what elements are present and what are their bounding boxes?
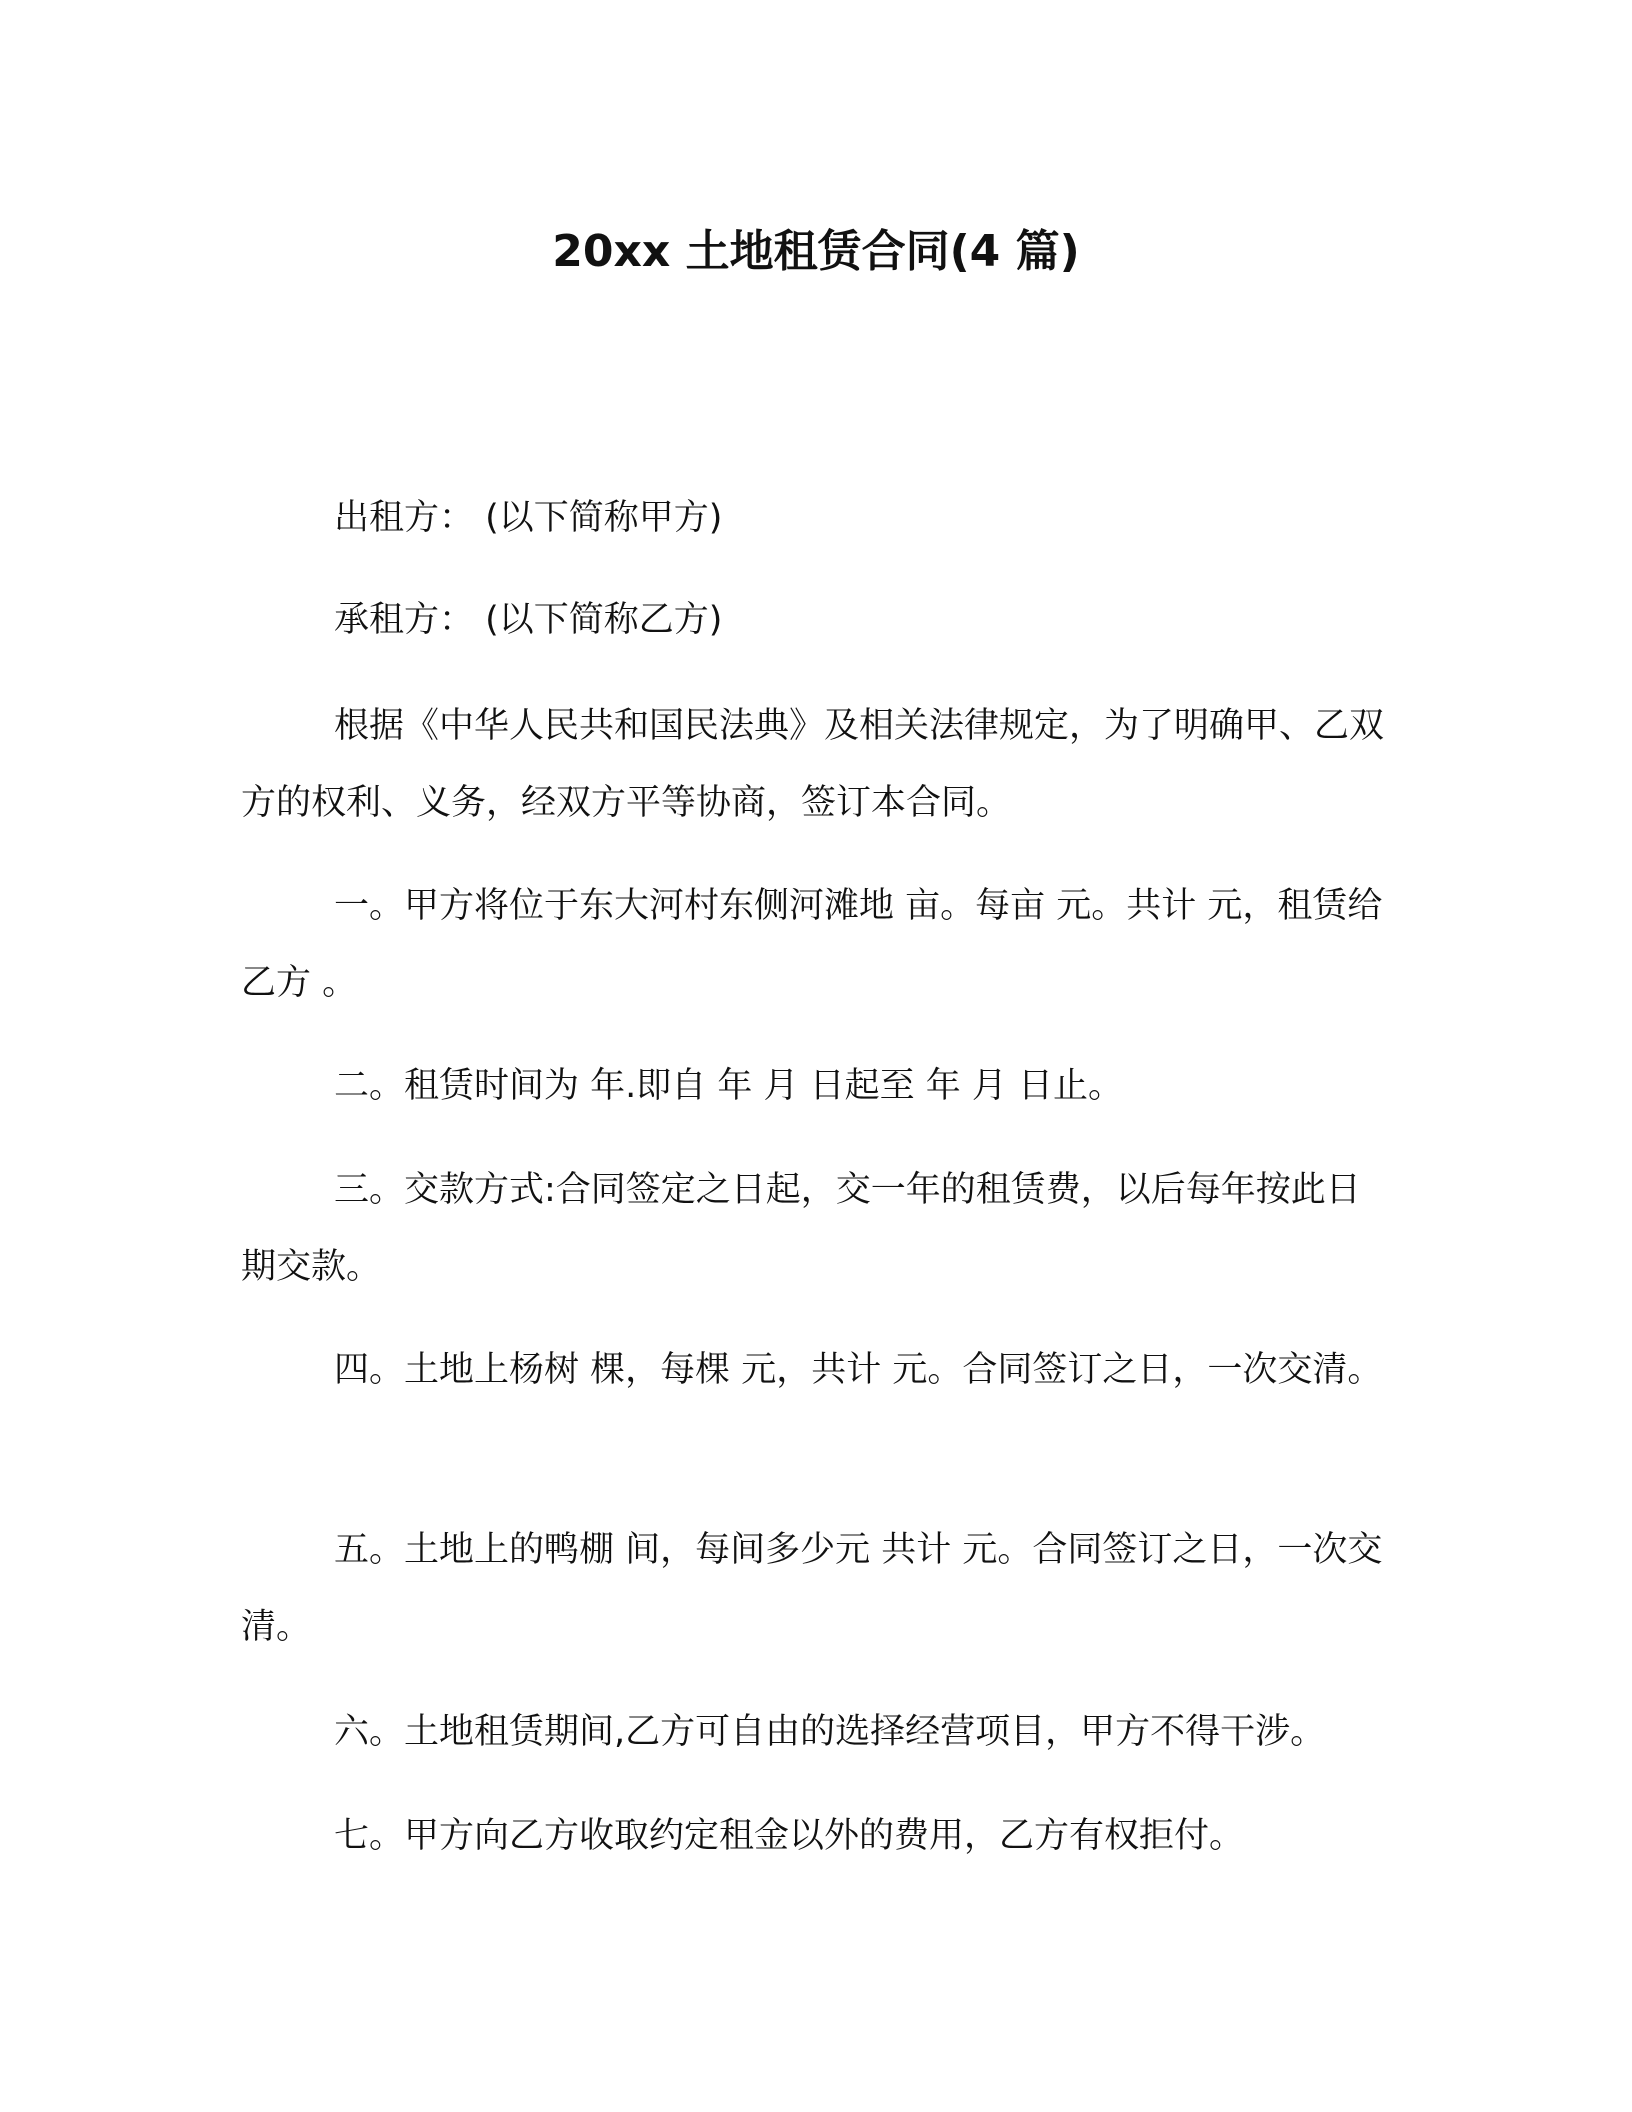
clause-5: 五。土地上的鸭棚 间，每间多少元 共计 元。合同签订之日，一次交清。 xyxy=(241,1530,1383,1647)
clause-4: 四。土地上杨树 棵，每棵 元，共计 元。合同签订之日，一次交清。 xyxy=(334,1350,1383,1390)
contract-preamble: 根据《中华人民共和国民法典》及相关法律规定，为了明确甲、乙双方的权利、义务，经双方平等协商，签订本合同。 xyxy=(241,706,1385,823)
clause-2: 二。租赁时间为 年.即自 年 月 日起至 年 月 日止。 xyxy=(334,1066,1124,1106)
clause-1: 一。甲方将位于东大河村东侧河滩地 亩。每亩 元。共计 元，租赁给乙方 。 xyxy=(241,886,1383,1003)
document-title: 20xx 土地租赁合同(4 篇) xyxy=(552,226,1080,277)
clause-6: 六。土地租赁期间,乙方可自由的选择经营项目，甲方不得干涉。 xyxy=(334,1712,1326,1752)
party-lessee-line: 承租方： (以下简称乙方) xyxy=(334,600,723,640)
party-lessor-line: 出租方： (以下简称甲方) xyxy=(334,498,723,538)
clause-3: 三。交款方式:合同签定之日起，交一年的租赁费，以后每年按此日期交款。 xyxy=(241,1170,1361,1287)
clause-7: 七。甲方向乙方收取约定租金以外的费用，乙方有权拒付。 xyxy=(334,1816,1245,1856)
